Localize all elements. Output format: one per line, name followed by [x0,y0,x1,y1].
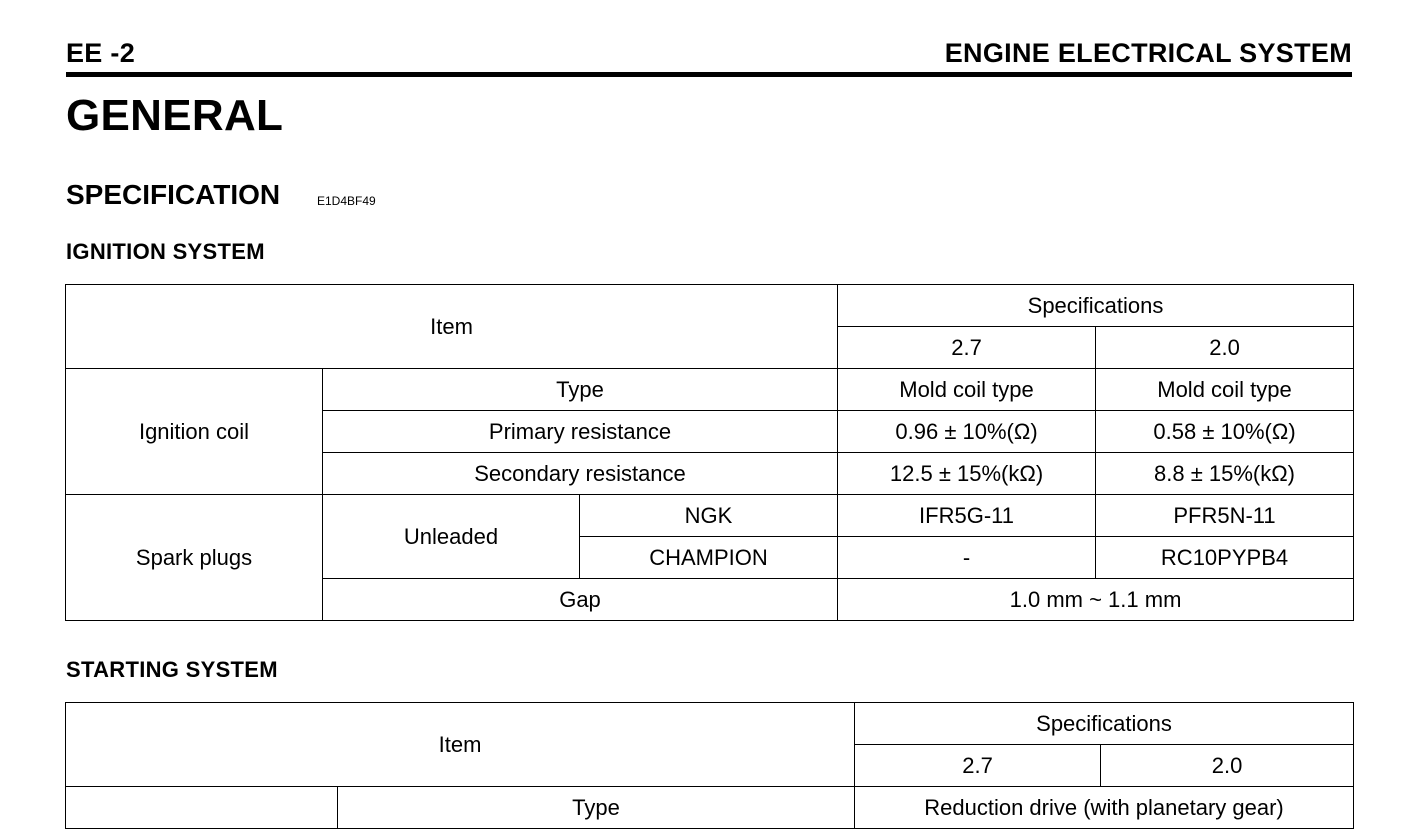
table-row [66,787,1354,829]
ignition-spec-table [65,284,1354,621]
starter-group-cell [66,787,338,829]
variant-2-0-header: 2.0 [1096,327,1354,369]
coil-type-label: Type [323,369,838,411]
ignition-system-heading: IGNITION SYSTEM [66,239,265,264]
ngk-label: NGK [580,495,838,537]
table-row [66,495,1354,537]
starting-spec-table [65,702,1354,829]
variant-2-7-header: 2.7 [855,745,1101,787]
specifications-header: Specifications [855,703,1354,745]
ignition-coil-label: Ignition coil [66,369,323,495]
chapter-title: ENGINE ELECTRICAL SYSTEM [944,38,1352,68]
starter-type-value: Reduction drive (with planetary gear) [855,787,1354,829]
secondary-resistance-2-7: 12.5 ± 15%(kΩ) [838,453,1096,495]
table-row [66,369,1354,411]
primary-resistance-2-7: 0.96 ± 10%(Ω) [838,411,1096,453]
specifications-header: Specifications [838,285,1354,327]
champion-2-7: - [838,537,1096,579]
coil-type-2-0: Mold coil type [1096,369,1354,411]
coil-type-2-7: Mold coil type [838,369,1096,411]
page-title: GENERAL [66,91,284,140]
unleaded-label: Unleaded [323,495,580,579]
champion-label: CHAMPION [580,537,838,579]
ngk-2-0: PFR5N-11 [1096,495,1354,537]
section-heading: SPECIFICATION [66,179,281,210]
spark-plugs-label: Spark plugs [66,495,323,621]
gap-value: 1.0 mm ~ 1.1 mm [838,579,1354,621]
table-row [66,703,1354,745]
section-code: E1D4BF49 [317,194,376,208]
primary-resistance-2-0: 0.58 ± 10%(Ω) [1096,411,1354,453]
item-header: Item [66,703,855,787]
primary-resistance-label: Primary resistance [323,411,838,453]
secondary-resistance-label: Secondary resistance [323,453,838,495]
champion-2-0: RC10PYPB4 [1096,537,1354,579]
table-row [66,285,1354,327]
ngk-2-7: IFR5G-11 [838,495,1096,537]
page-number: EE -2 [66,38,136,68]
secondary-resistance-2-0: 8.8 ± 15%(kΩ) [1096,453,1354,495]
starter-type-label: Type [338,787,855,829]
variant-2-0-header: 2.0 [1101,745,1354,787]
variant-2-7-header: 2.7 [838,327,1096,369]
starting-system-heading: STARTING SYSTEM [66,657,278,682]
gap-label: Gap [323,579,838,621]
header-rule [66,72,1352,77]
item-header: Item [66,285,838,369]
